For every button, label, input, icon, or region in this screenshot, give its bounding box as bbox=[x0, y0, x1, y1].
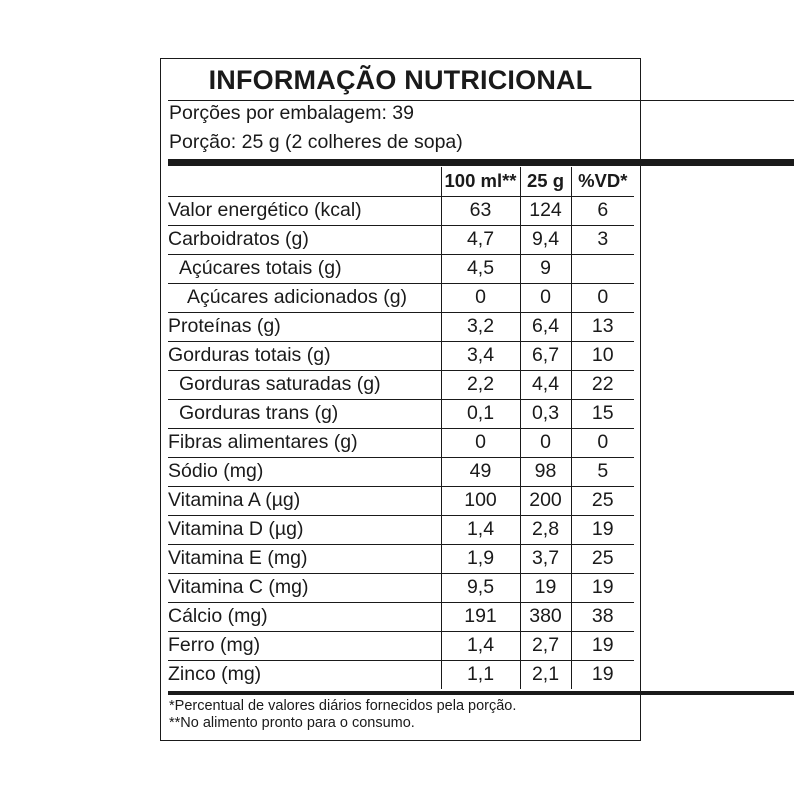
title-divider bbox=[168, 100, 794, 101]
value-vd bbox=[571, 254, 634, 283]
table-row bbox=[168, 283, 634, 312]
value-vd: 5 bbox=[571, 457, 634, 486]
table-row bbox=[168, 457, 634, 486]
value-100ml: 0 bbox=[441, 428, 520, 457]
value-100ml: 3,4 bbox=[441, 341, 520, 370]
nutrient-name: Gorduras totais (g) bbox=[168, 344, 331, 366]
value-25g: 124 bbox=[520, 196, 571, 225]
value-100ml: 4,5 bbox=[441, 254, 520, 283]
value-100ml: 1,9 bbox=[441, 544, 520, 573]
table-header-row bbox=[168, 167, 634, 196]
portion-size: Porção: 25 g (2 colheres de sopa) bbox=[169, 131, 463, 153]
header-blank bbox=[168, 167, 441, 196]
table-row bbox=[168, 602, 634, 631]
value-vd: 13 bbox=[571, 312, 634, 341]
value-vd: 10 bbox=[571, 341, 634, 370]
value-25g: 0 bbox=[520, 428, 571, 457]
nutrient-name: Fibras alimentares (g) bbox=[168, 431, 358, 453]
value-vd: 19 bbox=[571, 573, 634, 602]
table-row bbox=[168, 312, 634, 341]
table-row bbox=[168, 573, 634, 602]
table-row bbox=[168, 428, 634, 457]
table-row bbox=[168, 370, 634, 399]
table-row bbox=[168, 631, 634, 660]
value-25g: 9,4 bbox=[520, 225, 571, 254]
table-row bbox=[168, 341, 634, 370]
value-vd: 6 bbox=[571, 196, 634, 225]
value-vd: 15 bbox=[571, 399, 634, 428]
value-25g: 0 bbox=[520, 283, 571, 312]
value-25g: 4,4 bbox=[520, 370, 571, 399]
value-vd: 25 bbox=[571, 544, 634, 573]
value-vd: 22 bbox=[571, 370, 634, 399]
value-25g: 2,7 bbox=[520, 631, 571, 660]
value-100ml: 4,7 bbox=[441, 225, 520, 254]
value-vd: 19 bbox=[571, 515, 634, 544]
value-100ml: 1,1 bbox=[441, 660, 520, 689]
nutrient-name: Vitamina C (mg) bbox=[168, 576, 309, 598]
portion-thick-divider bbox=[168, 159, 794, 166]
value-100ml: 49 bbox=[441, 457, 520, 486]
value-25g: 9 bbox=[520, 254, 571, 283]
value-25g: 3,7 bbox=[520, 544, 571, 573]
nutrient-name: Gorduras trans (g) bbox=[179, 402, 339, 424]
value-100ml: 63 bbox=[441, 196, 520, 225]
value-25g: 200 bbox=[520, 486, 571, 515]
column-header-100ml: 100 ml** bbox=[441, 167, 520, 196]
column-header-vd: %VD* bbox=[571, 167, 634, 196]
nutrient-name: Valor energético (kcal) bbox=[168, 199, 362, 221]
value-25g: 2,8 bbox=[520, 515, 571, 544]
value-25g: 0,3 bbox=[520, 399, 571, 428]
servings-per-package: Porções por embalagem: 39 bbox=[169, 102, 414, 124]
value-vd: 0 bbox=[571, 428, 634, 457]
value-25g: 19 bbox=[520, 573, 571, 602]
value-100ml: 3,2 bbox=[441, 312, 520, 341]
nutrient-name: Gorduras saturadas (g) bbox=[179, 373, 381, 395]
nutrient-name: Açúcares adicionados (g) bbox=[187, 286, 408, 308]
nutrient-name: Vitamina A (µg) bbox=[168, 489, 301, 511]
nutrient-name: Vitamina D (µg) bbox=[168, 518, 304, 540]
value-100ml: 0 bbox=[441, 283, 520, 312]
column-header-25g: 25 g bbox=[520, 167, 571, 196]
value-25g: 6,4 bbox=[520, 312, 571, 341]
nutrition-title: INFORMAÇÃO NUTRICIONAL bbox=[208, 65, 593, 95]
value-100ml: 0,1 bbox=[441, 399, 520, 428]
value-vd: 3 bbox=[571, 225, 634, 254]
value-100ml: 9,5 bbox=[441, 573, 520, 602]
value-25g: 380 bbox=[520, 602, 571, 631]
value-100ml: 2,2 bbox=[441, 370, 520, 399]
value-100ml: 1,4 bbox=[441, 515, 520, 544]
value-100ml: 191 bbox=[441, 602, 520, 631]
nutrient-name: Carboidratos (g) bbox=[168, 228, 309, 250]
nutrient-name: Proteínas (g) bbox=[168, 315, 281, 337]
value-vd: 0 bbox=[571, 283, 634, 312]
table-row bbox=[168, 399, 634, 428]
value-vd: 19 bbox=[571, 660, 634, 689]
table-row bbox=[168, 515, 634, 544]
table-row bbox=[168, 660, 634, 689]
value-25g: 2,1 bbox=[520, 660, 571, 689]
nutrition-facts-panel bbox=[160, 58, 641, 741]
value-25g: 6,7 bbox=[520, 341, 571, 370]
value-vd: 38 bbox=[571, 602, 634, 631]
footnote-daily-values: *Percentual de valores diários fornecidos pela porção. bbox=[169, 698, 517, 714]
nutrient-name: Cálcio (mg) bbox=[168, 605, 268, 627]
value-100ml: 100 bbox=[441, 486, 520, 515]
table-row bbox=[168, 544, 634, 573]
nutrient-name: Ferro (mg) bbox=[168, 634, 261, 656]
footer-thick-divider bbox=[168, 691, 794, 695]
nutrient-name: Sódio (mg) bbox=[168, 460, 264, 482]
nutrition-table bbox=[168, 167, 634, 689]
nutrient-name: Zinco (mg) bbox=[168, 663, 262, 686]
nutrient-name: Açúcares totais (g) bbox=[179, 257, 342, 279]
nutrient-name: Vitamina E (mg) bbox=[168, 547, 308, 569]
table-row bbox=[168, 254, 634, 283]
value-25g: 98 bbox=[520, 457, 571, 486]
footnote-ready-to-eat: **No alimento pronto para o consumo. bbox=[169, 715, 415, 731]
table-row bbox=[168, 225, 634, 254]
table-row bbox=[168, 196, 634, 225]
table-row bbox=[168, 486, 634, 515]
value-vd: 19 bbox=[571, 631, 634, 660]
value-100ml: 1,4 bbox=[441, 631, 520, 660]
value-vd: 25 bbox=[571, 486, 634, 515]
